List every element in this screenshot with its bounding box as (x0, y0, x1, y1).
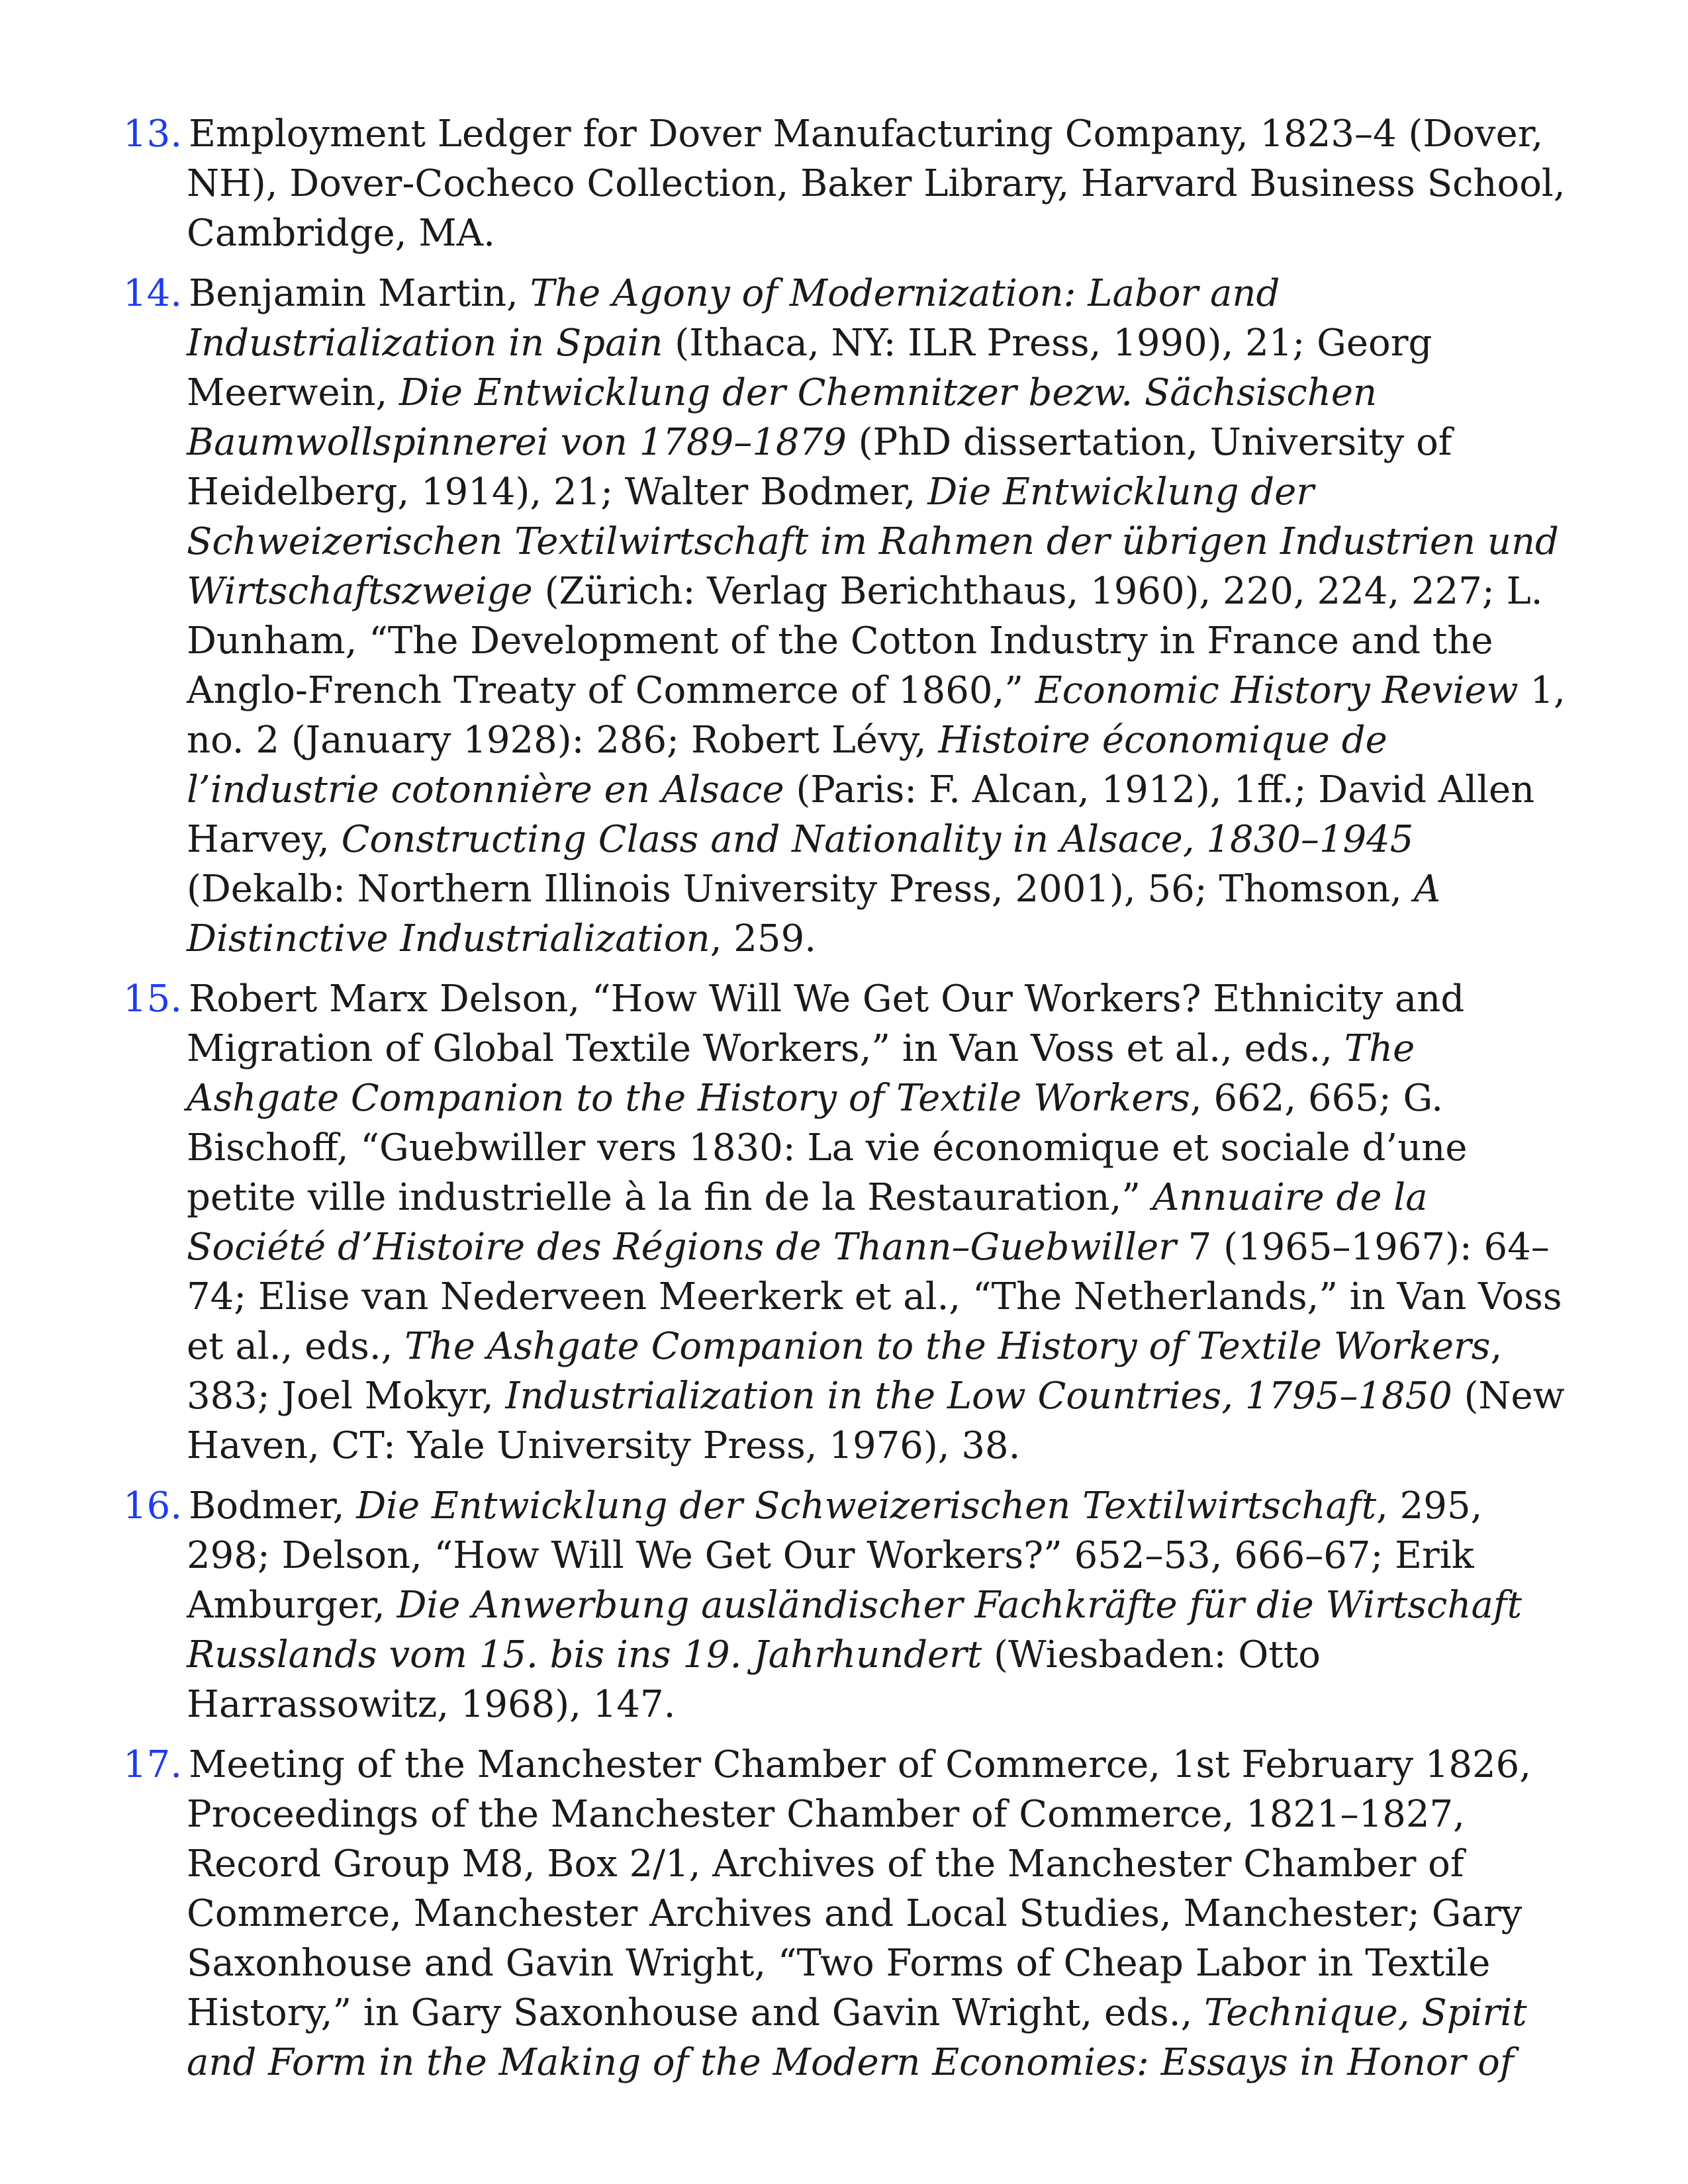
endnote-16 (123, 1481, 1566, 1729)
note-title-italic: Constructing Class and Nationality in Alsace, 1830–1945 (341, 818, 1414, 861)
note-title-italic: The Ashgate Companion to the History of Textile Workers (187, 1027, 1415, 1120)
note-title-italic: Annuaire de la Société d’Histoire des Régions de Thann–Guebwiller (187, 1176, 1428, 1269)
note-text: (Dekalb: Northern Illinois University Press, 2001), 56; Thomson, (187, 868, 1414, 911)
note-number-link[interactable]: 15. (123, 978, 183, 1021)
note-text: , 383; Joel Mokyr, (187, 1325, 1503, 1418)
note-title-italic: Technique, Spirit and Form in the Making of the Modern Economies: Essays in Honor of (187, 1991, 1527, 2084)
note-title-italic: The Agony of Modernization: Labor and Industrialization in Spain (187, 272, 1280, 365)
note-text: (Wiesbaden: Otto Harrassowitz, 1968), 147. (187, 1633, 1321, 1726)
note-text: , 259. (710, 917, 816, 960)
note-text: , 295, 298; Delson, “How Will We Get Our Workers?” 652–53, 666–67; Erik Amburger, (187, 1484, 1483, 1627)
note-title-italic: Die Entwicklung der Schweizerischen Textilwirtschaft im Rahmen der übrigen Industrien und Wirtschaftszweige (187, 471, 1559, 613)
note-title-italic: The Ashgate Companion to the History of Textile Workers (404, 1325, 1491, 1368)
endnote-14 (123, 269, 1566, 964)
note-text: (Ithaca, NY: ILR Press, 1990), 21; Georg Meerwein, (187, 322, 1432, 414)
note-text: Bodmer, (189, 1484, 357, 1527)
note-title-italic: Industrialization in the Low Countries, 1795–1850 (505, 1375, 1452, 1418)
note-text: Meeting of the Manchester Chamber of Commerce, 1st February 1826, Proceedings of the Manchester Chamber of Commerce, 1821–1827, Record Group M8, Box 2/1, Archives of the Manchester Chamber of Commerce, Manchester Archives and Local Studies, Manchester; Gary Saxonhouse and Gavin Wright, “Two Forms of Cheap Labor in Textile History,” in Gary Saxonhouse and Gavin Wright, eds., (187, 1743, 1532, 2034)
note-title-italic: Economic History Review (1035, 669, 1519, 712)
note-title-italic: Histoire économique de l’industrie cotonnière en Alsace (187, 719, 1387, 811)
note-number-link[interactable]: 16. (123, 1484, 183, 1527)
note-text: 1, no. 2 (January 1928): 286; Robert Lévy, (187, 669, 1566, 762)
note-text: Employment Ledger for Dover Manufacturing Company, 1823–4 (Dover, NH), Dover-Cocheco Collection, Baker Library, Harvard Business School, Cambridge, MA. (187, 113, 1566, 255)
note-number-link[interactable]: 14. (123, 272, 183, 315)
note-text: Robert Marx Delson, “How Will We Get Our Workers? Ethnicity and Migration of Global Textile Workers,” in Van Voss et al., eds., (187, 978, 1465, 1070)
endnote-17 (123, 1740, 1566, 2087)
note-text: (Zürich: Verlag Berichthaus, 1960), 220, 224, 227; L. Dunham, “The Development of the Cotton Industry in France and the Anglo-French Treaty of Commerce of 1860,” (187, 570, 1543, 712)
note-title-italic: Die Entwicklung der Schweizerischen Textilwirtschaft (356, 1484, 1377, 1527)
note-title-italic: Die Anwerbung ausländischer Fachkräfte für die Wirtschaft Russlands vom 15. bis ins 19. Jahrhundert (187, 1584, 1523, 1676)
note-title-italic: Die Entwicklung der Chemnitzer bezw. Sächsischen Baumwollspinnerei von 1789–1879 (187, 371, 1378, 464)
endnote-13 (123, 109, 1566, 258)
endnotes-page (123, 109, 1566, 2098)
note-text: (New Haven, CT: Yale University Press, 1976), 38. (187, 1375, 1565, 1467)
note-number-link[interactable]: 13. (123, 113, 183, 156)
note-text: , 662, 665; G. Bischoff, “Guebwiller vers 1830: La vie économique et sociale d’une petite ville industrielle à la fin de la Restauration,” (187, 1077, 1468, 1219)
note-number-link[interactable]: 17. (123, 1743, 183, 1786)
note-text: Benjamin Martin, (189, 272, 530, 315)
note-text: (Paris: F. Alcan, 1912), 1ff.; David Allen Harvey, (187, 768, 1535, 861)
note-text: 7 (1965–1967): 64–74; Elise van Nederveen Meerkerk et al., “The Netherlands,” in Van Voss et al., eds., (187, 1226, 1562, 1368)
note-text: (PhD dissertation, University of Heidelberg, 1914), 21; Walter Bodmer, (187, 421, 1452, 514)
endnote-15 (123, 974, 1566, 1471)
note-title-italic: A Distinctive Industrialization (187, 868, 1441, 960)
